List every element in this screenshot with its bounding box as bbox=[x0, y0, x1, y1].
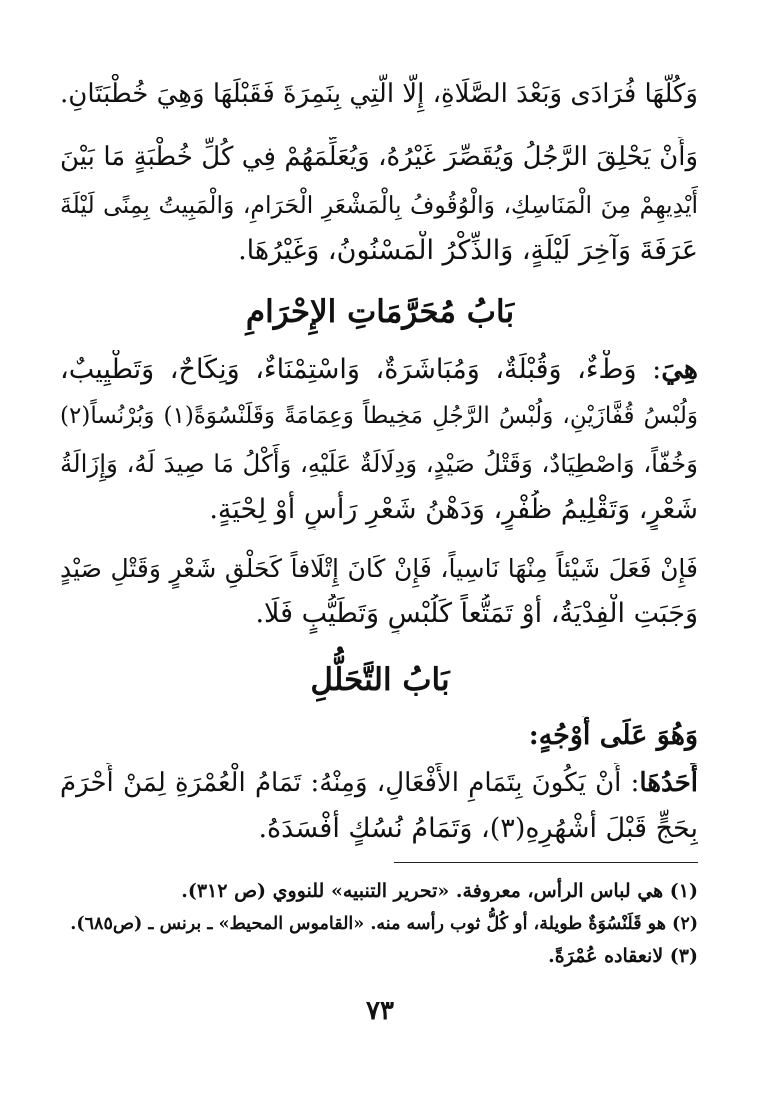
body-line: أَيْدِيهِمْ مِنَ الْمَنَاسِكِ، وَالْوُقُوفُ بِالْمَشْعَرِ الْحَرَامِ، وَالْمَبِيتُ بِمِنًى لَيْلَةَ bbox=[60, 191, 698, 219]
footnote: (٣) لانعقاده عُمْرَةً. bbox=[548, 945, 698, 967]
line-text: : وَطْءٌ، وَقُبْلَةٌ، وَمُبَاشَرَةٌ، وَاسْتِمْنَاءٌ، وَنِكَاحٌ، وَتَطْيِيبٌ، bbox=[60, 354, 662, 385]
body-line: وَأَنْ يَحْلِقَ الرَّجُلُ وَيُقَصِّرَ غَيْرُهُ، وَيُعَلِّمَهُمْ فِي كُلِّ خُطْبَةٍ مَا بَيْنَ bbox=[60, 142, 698, 172]
footnote: (١) هي لباس الرأس، معروفة. «تحرير التنبيه» للنووي (ص ٣١٢). bbox=[181, 880, 698, 902]
body-line bbox=[60, 763, 698, 803]
body-line: وَجَبَتِ الْفِدْيَةُ، أَوْ تَمَتُّعاً كَلُبْسٍ وَتَطَيُّبٍ فَلَا. bbox=[255, 598, 698, 629]
lead-word: هِيَ bbox=[661, 354, 698, 385]
body-line: وَلُبْسُ قُفَّازَيْنِ، وَلُبْسُ الرَّجُلِ مَخِيطاً وَعِمَامَةً وَقَلَنْسُوَةً(١) وَبُرْنُساً(٢) bbox=[60, 403, 698, 429]
line-text: : أَنْ يَكُونَ بِتَمَامِ الأَفْعَالِ، وَمِنْهُ: تَمَامُ الْعُمْرَةِ لِمَنْ أَحْرَمَ bbox=[60, 768, 640, 798]
section-title-ihram-prohibitions: بَابُ مُحَرَّمَاتِ الإِحْرَامِ bbox=[245, 294, 515, 330]
body-line: وَهُوَ عَلَى أَوْجُهٍ: bbox=[528, 720, 698, 751]
body-line: بِحَجٍّ قَبْلَ أَشْهُرِهِ(٣)، وَتَمَامُ نُسُكٍ أَفْسَدَهُ. bbox=[258, 813, 698, 844]
section-title-tahallul: بَابُ التَّحَلُّلِ bbox=[310, 662, 450, 698]
body-line: وَخُفّاً، وَاصْطِيَادٌ، وَقَتْلُ صَيْدٍ، وَدِلَالَةٌ عَلَيْهِ، وَأَكْلُ مَا صِيدَ لَهُ، وَإِزَالَةُ bbox=[60, 449, 698, 478]
body-line: وَكُلُّهَا فُرَادَى وَبَعْدَ الصَّلَاةِ، إِلَّا الَّتِي بِنَمِرَةَ فَقَبْلَهَا وَهِيَ خُطْبَتَانِ. bbox=[60, 79, 698, 109]
body-line bbox=[60, 350, 698, 390]
footnote: (٢) هو قَلَنْسُوَةٌ طويلة، أو كُلُّ ثوب رأسه منه. «القاموس المحيط» ـ برنس ـ (ص٦٨٥). bbox=[70, 914, 698, 934]
page-number: ٧٣ bbox=[366, 996, 394, 1026]
footnote-divider bbox=[394, 862, 698, 863]
body-line: فَإِنْ فَعَلَ شَيْئاً مِنْهَا نَاسِياً، فَإِنْ كَانَ إِتْلَافاً كَحَلْقِ شَعْرٍ وَقَتْلِ صَيْدٍ bbox=[60, 554, 698, 583]
lead-word: أَحَدُهَا bbox=[639, 768, 698, 798]
body-line: شَعْرٍ، وَتَقْلِيمُ ظُفْرٍ، وَدَهْنُ شَعْرِ رَأْسٍ أَوْ لِحْيَةٍ. bbox=[209, 494, 698, 525]
body-line: عَرَفَةَ وَآخِرَ لَيْلَةٍ، وَالذِّكْرُ الْمَسْنُونُ، وَغَيْرُهَا. bbox=[238, 235, 698, 266]
